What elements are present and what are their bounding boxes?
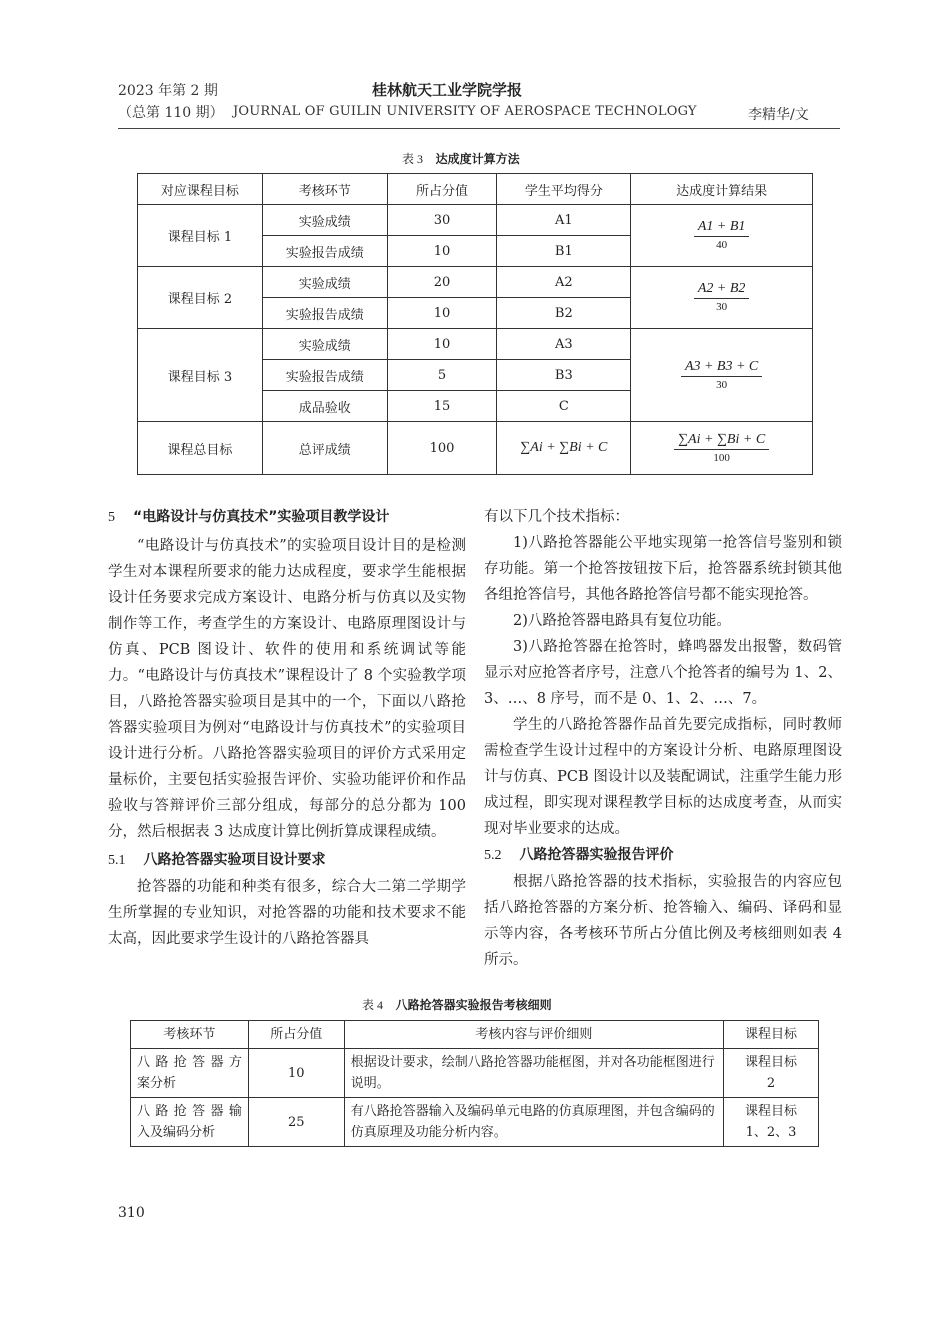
table3-caption-text: 达成度计算方法 — [435, 152, 520, 166]
section-number: 5 — [108, 510, 115, 525]
course-target-cell: 课程目标 2 — [138, 267, 263, 329]
fraction-numerator: A2 + B2 — [694, 280, 750, 299]
table4-caption-text: 八路抢答器实验报告考核细则 — [395, 998, 552, 1012]
score-cell: 10 — [248, 1049, 344, 1098]
cell-line: 入及编码分析 — [137, 1125, 216, 1140]
section-title: 八路抢答器实验报告评价 — [519, 847, 674, 863]
section-number: 5.1 — [108, 853, 126, 868]
table-row — [138, 422, 813, 475]
cell-line: 1、2、3 — [745, 1125, 797, 1140]
list-item: 1)八路抢答器能公平地实现第一抢答信号鉴别和锁存功能。第一个抢答按钮按下后，抢答器系统封锁其他各组抢答信号，其他各路抢答信号都不能实现抢答。 — [484, 535, 842, 603]
issue-info — [118, 80, 224, 124]
right-column — [484, 504, 842, 973]
section-title: 八路抢答器实验项目设计要求 — [143, 852, 326, 868]
table-row — [131, 1098, 819, 1147]
list-item: 3)八路抢答器在抢答时，蜂鸣器发出报警，数码管显示对应抢答者序号，注意八个抢答者的编号为 1、2、3、…、8 序号，而不是 0、1、2、…、7。 — [484, 639, 842, 707]
table-cell: 实验成绩 — [262, 329, 387, 360]
table4-header-cell: 课程目标 — [724, 1021, 819, 1049]
table-cell: 实验报告成绩 — [262, 298, 387, 329]
assessment-item-cell — [131, 1049, 249, 1098]
table-cell: B2 — [497, 298, 631, 329]
table3-header-cell: 达成度计算结果 — [631, 174, 813, 205]
table-cell: 10 — [387, 329, 497, 360]
table3-caption-number: 表 3 — [402, 152, 424, 166]
fraction-denominator: 30 — [716, 378, 728, 391]
table-cell: 总评成绩 — [262, 422, 387, 475]
table-cell: 成品验收 — [262, 391, 387, 422]
table-cell: 15 — [387, 391, 497, 422]
table-row — [131, 1049, 819, 1098]
section-number: 5.2 — [484, 848, 502, 863]
table4-caption — [362, 996, 552, 1013]
table4-header-cell: 所占分值 — [248, 1021, 344, 1049]
issue-number: 2023 年第 2 期 — [118, 83, 218, 99]
table-cell: B3 — [497, 360, 631, 391]
fraction-numerator: A1 + B1 — [694, 218, 750, 237]
table-cell: 5 — [387, 360, 497, 391]
cell-line: 2 — [766, 1076, 776, 1091]
sum-formula-cell: ∑Ai + ∑Bi + C — [497, 422, 631, 475]
fraction-denominator: 40 — [716, 239, 728, 251]
fraction-numerator: ∑Ai + ∑Bi + C — [674, 431, 769, 450]
fraction — [694, 218, 750, 253]
cell-line: 案分析 — [137, 1076, 177, 1091]
assessment-item-cell — [131, 1098, 249, 1147]
paragraph: 有以下几个技术指标： — [484, 509, 629, 525]
table3 — [137, 173, 813, 475]
table3-caption — [402, 150, 520, 167]
fraction-numerator: A3 + B3 + C — [681, 358, 762, 377]
author: 李精华/文 — [748, 107, 809, 123]
table-cell: 实验成绩 — [262, 267, 387, 298]
list-item: 2)八路抢答器电路具有复位功能。 — [513, 613, 731, 629]
paragraph: “电路设计与仿真技术”的实验项目设计目的是检测学生对本课程所要求的能力达成程度，要求学生能根据设计任务要求完成方案设计、电路分析与仿真以及实物制作等工作，考查学生的方案设计、电路原理图设计与仿真、PCB 图设计、软件的使用和系统调试等能力。“电路设计与仿真技术”课程设计了 8 个实验教学项目，八路抢答器实验项目是其中的一个，下面以八路抢答器实验项目为例对“电路设计与仿真技术”的实验项目设计进行分析。八路抢答器实验项目的评价方式采用定量标价，主要包括实验报告评价、实验功能评价和作品验收与答辩评价三部分组成，每部分的总分都为 100 分，然后根据表 3 达成度计算比例折算成课程成绩。 — [108, 538, 466, 840]
table-cell: 10 — [387, 298, 497, 329]
table-cell: A1 — [497, 205, 631, 236]
table4-header-cell: 考核环节 — [131, 1021, 249, 1049]
course-target-cell: 课程目标 1 — [138, 205, 263, 267]
course-target-cell: 课程目标 3 — [138, 329, 263, 422]
table-cell: 20 — [387, 267, 497, 298]
detail-cell: 有八路抢答器输入及编码单元电路的仿真原理图，并包含编码的仿真原理及功能分析内容。 — [344, 1098, 723, 1147]
table4-header-cell: 考核内容与评价细则 — [344, 1021, 723, 1049]
cell-line: 课程目标 — [745, 1055, 798, 1070]
journal-title: 桂林航天工业学院学报 — [372, 81, 523, 99]
course-target-cell: 课程总目标 — [138, 422, 263, 475]
table-cell: A3 — [497, 329, 631, 360]
cell-line: 八路抢答器输 — [137, 1104, 242, 1119]
table3-header-cell: 对应课程目标 — [138, 174, 263, 205]
score-cell: 25 — [248, 1098, 344, 1147]
table-cell: C — [497, 391, 631, 422]
target-cell — [724, 1049, 819, 1098]
header-divider — [118, 128, 840, 129]
table4-caption-number: 表 4 — [362, 998, 384, 1012]
fraction-denominator: 100 — [713, 451, 730, 464]
paragraph: 根据八路抢答器的技术指标，实验报告的内容应包括八路抢答器的方案分析、抢答输入、编码、译码和显示等内容，各考核环节所占分值比例及考核细则如表 4 所示。 — [484, 874, 842, 968]
table-row — [138, 205, 813, 236]
fraction — [681, 358, 762, 393]
table-row — [138, 267, 813, 298]
fraction-denominator: 30 — [716, 301, 728, 313]
cell-line: 课程目标 — [745, 1104, 798, 1119]
formula-cell — [631, 205, 813, 267]
table-cell: A2 — [497, 267, 631, 298]
target-cell — [724, 1098, 819, 1147]
section-title: “电路设计与仿真技术”实验项目教学设计 — [133, 509, 390, 525]
section-5-heading — [108, 504, 466, 531]
table-cell: B1 — [497, 236, 631, 267]
table-row — [138, 329, 813, 360]
table-cell: 实验报告成绩 — [262, 236, 387, 267]
cell-line: 八路抢答器方 — [137, 1055, 242, 1070]
table4 — [130, 1020, 819, 1147]
issue-total: （总第 110 期） — [118, 105, 224, 121]
page-number: 310 — [118, 1205, 145, 1221]
table4-header-row — [131, 1021, 819, 1049]
formula-cell — [631, 422, 813, 475]
detail-cell: 根据设计要求，绘制八路抢答器功能框图，并对各功能框图进行说明。 — [344, 1049, 723, 1098]
formula-cell — [631, 329, 813, 422]
table3-header-cell: 所占分值 — [387, 174, 497, 205]
table-cell: 30 — [387, 205, 497, 236]
fraction — [694, 280, 750, 315]
table3-header-cell: 考核环节 — [262, 174, 387, 205]
journal-english-title: JOURNAL OF GUILIN UNIVERSITY OF AEROSPACE TECHNOLOGY — [233, 104, 697, 119]
section-5-2-heading — [484, 842, 842, 869]
section-5-1-heading — [108, 847, 466, 874]
table-cell: 实验成绩 — [262, 205, 387, 236]
formula-cell — [631, 267, 813, 329]
table3-header-row — [138, 174, 813, 205]
left-column — [108, 504, 466, 952]
table-cell: 10 — [387, 236, 497, 267]
table-cell: 实验报告成绩 — [262, 360, 387, 391]
table-cell: 100 — [387, 422, 497, 475]
table3-header-cell: 学生平均得分 — [497, 174, 631, 205]
paragraph: 学生的八路抢答器作品首先要完成指标，同时教师需检查学生设计过程中的方案设计分析、电路原理图设计与仿真、PCB 图设计以及装配调试，注重学生能力形成过程，即实现对课程教学目标的达成度考查，从而实现对毕业要求的达成。 — [484, 717, 842, 837]
fraction — [674, 431, 769, 466]
paragraph: 抢答器的功能和种类有很多，综合大二第二学期学生所掌握的专业知识，对抢答器的功能和技术要求不能太高，因此要求学生设计的八路抢答器具 — [108, 879, 466, 947]
